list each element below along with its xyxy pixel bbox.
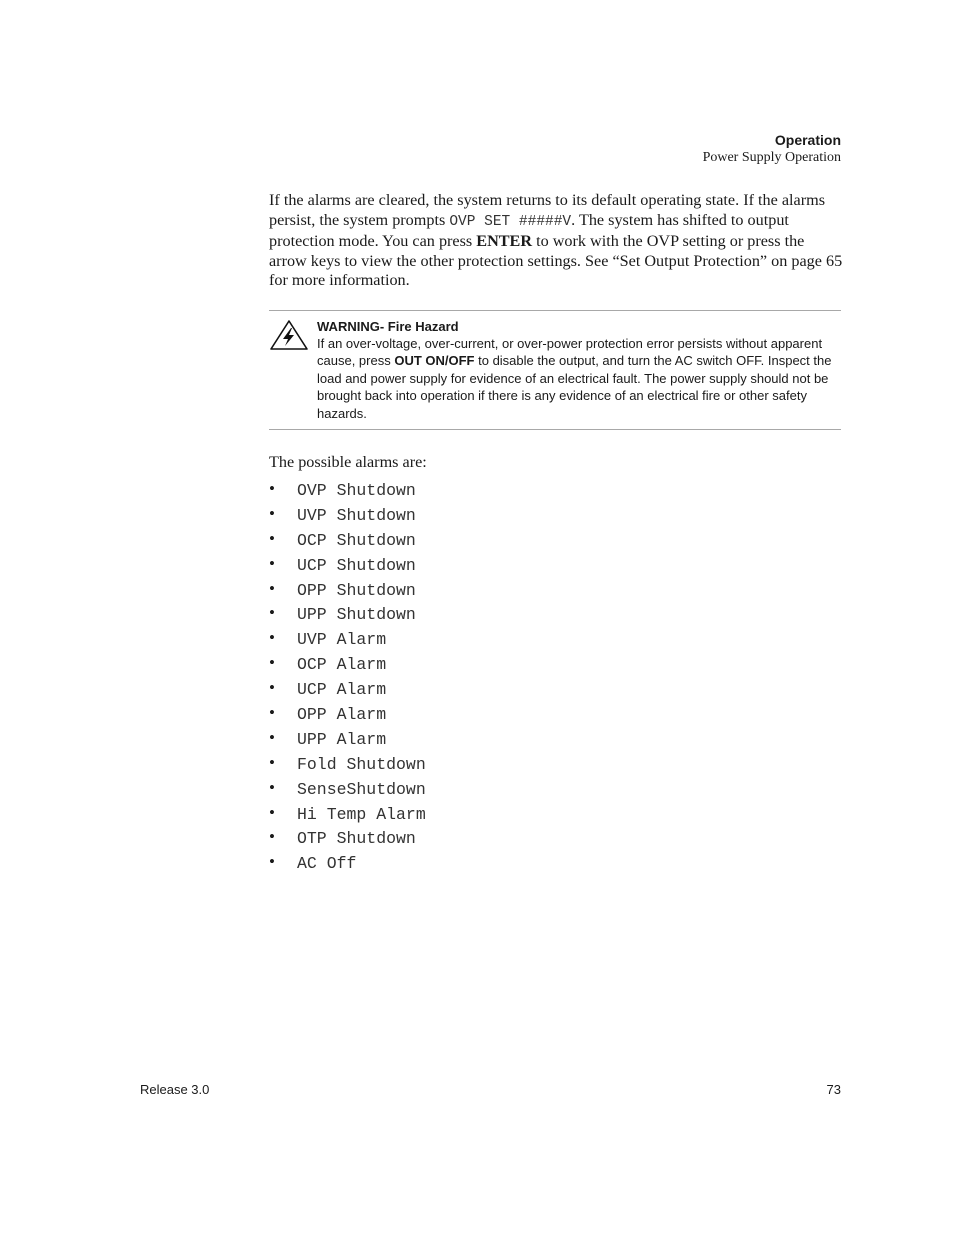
bullet-marker: • xyxy=(269,678,275,698)
bullet-marker: • xyxy=(269,727,275,747)
footer-page-number: 73 xyxy=(826,1082,841,1097)
alarm-name: Hi Temp Alarm xyxy=(297,804,426,824)
alarm-name: UCP Alarm xyxy=(297,680,387,700)
footer-release: Release 3.0 xyxy=(140,1082,210,1097)
running-header-section: Operation xyxy=(774,132,841,148)
bullet-marker: • xyxy=(269,528,275,548)
bullet-marker: • xyxy=(269,603,275,623)
bullet-marker: • xyxy=(269,503,275,523)
alarm-name: UCP Shutdown xyxy=(297,555,416,575)
intro-paragraph xyxy=(269,191,844,291)
alarm-name: UPP Shutdown xyxy=(297,605,416,625)
high-voltage-warning-icon xyxy=(269,319,309,351)
alarm-name: UPP Alarm xyxy=(297,729,387,749)
alarm-name: OVP Shutdown xyxy=(297,481,416,500)
warning-top-rule xyxy=(269,310,841,311)
bullet-marker: • xyxy=(269,777,275,797)
warning-bottom-rule xyxy=(269,429,841,430)
running-header-subsection: Power Supply Operation xyxy=(702,150,841,165)
bullet-marker: • xyxy=(269,479,275,498)
intro-text-1: If the alarms are cleared, the system returns to its default operating state. If the alarms persist, the system prompts xyxy=(269,191,826,229)
enter-key-label: ENTER xyxy=(476,232,533,251)
bullet-marker: • xyxy=(269,628,275,648)
alarm-name: Fold Shutdown xyxy=(297,754,426,774)
warning-text-2: to disable the output, and turn the AC switch OFF. Inspect the load and power supply for evidence of an electrical fault. The power supply should not be brought back into operation if there is any evidence of an electrical fire or other safety hazards. xyxy=(317,353,832,421)
alarm-name: OPP Shutdown xyxy=(297,580,416,600)
bullet-marker: • xyxy=(269,752,275,772)
bullet-marker: • xyxy=(269,553,275,573)
alarm-name: UVP Alarm xyxy=(297,630,387,650)
ovp-set-prompt-code: OVP SET #####V xyxy=(449,213,572,230)
alarm-name: OPP Alarm xyxy=(297,705,387,725)
bullet-marker: • xyxy=(269,703,275,723)
intro-text-3: to work with the OVP setting or press the arrow keys to view the other protection settings. See “Set Output Protection” on page 65 for more information. xyxy=(269,232,843,290)
bullet-marker: • xyxy=(269,852,275,872)
bullet-marker: • xyxy=(269,802,275,822)
warning-text-1: If an over-voltage, over-current, or over-power protection error persists without apparent cause, press xyxy=(317,336,823,369)
bullet-marker: • xyxy=(269,827,275,847)
bullet-marker: • xyxy=(269,653,275,673)
bullet-marker: • xyxy=(269,578,275,598)
alarm-name: OCP Alarm xyxy=(297,655,387,675)
alarms-intro: The possible alarms are: xyxy=(269,453,427,471)
alarm-name: UVP Shutdown xyxy=(297,505,416,525)
alarm-name: SenseShutdown xyxy=(297,779,426,799)
warning-title: WARNING- Fire Hazard xyxy=(317,319,459,334)
warning-body xyxy=(317,335,843,422)
alarm-name: OTP Shutdown xyxy=(297,829,416,849)
alarm-name: OCP Shutdown xyxy=(297,530,416,550)
intro-text-2: . The system has shifted to output protection mode. You can press xyxy=(269,210,789,251)
out-on-off-key-label: OUT ON/OFF xyxy=(394,353,475,369)
alarm-name: AC Off xyxy=(297,854,357,874)
